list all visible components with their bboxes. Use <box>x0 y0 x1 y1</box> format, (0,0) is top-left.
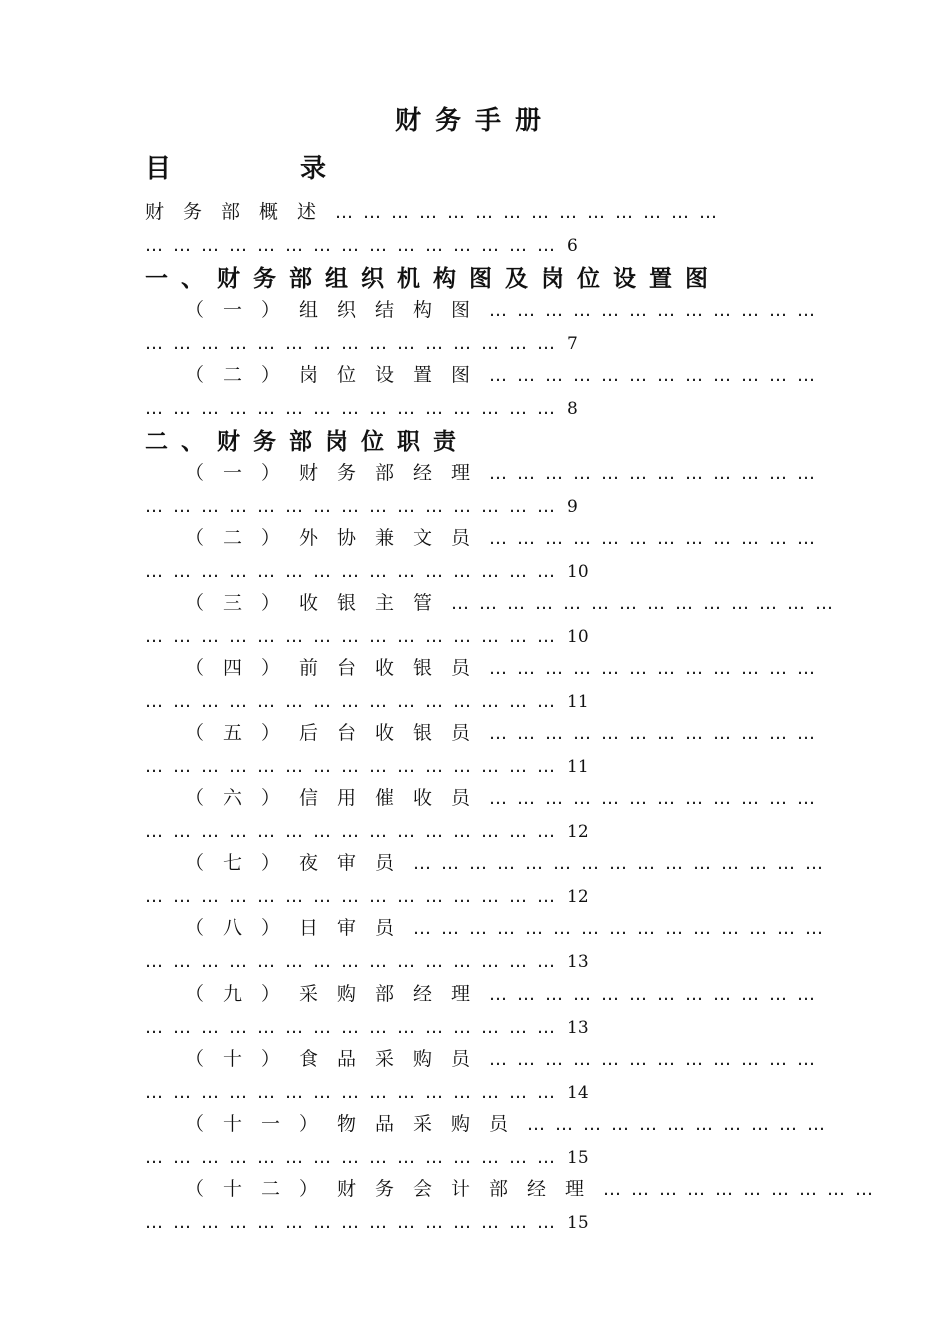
toc-leader: …………………………………… <box>451 593 844 614</box>
toc-page-number: 13 <box>567 1018 589 1038</box>
document-title: 财务手册 <box>394 106 555 136</box>
toc-leader: ……………………………… <box>489 300 826 321</box>
toc-page-number: 14 <box>567 1083 589 1103</box>
toc-entry-label: （八）日审员 <box>185 917 414 939</box>
toc-leader: ……………………………………… <box>145 235 565 256</box>
toc-entry-label: （七）夜审员 <box>185 852 414 874</box>
toc-page-number: 13 <box>567 952 589 972</box>
toc-entry-label: （九）采购部经理 <box>185 983 490 1005</box>
toc-entry-label: （十）食品采购员 <box>185 1048 490 1070</box>
toc-entry-label: （二）岗位设置图 <box>185 364 490 386</box>
toc-leader: ……………………………… <box>489 788 826 809</box>
toc-page-number: 6 <box>567 236 578 256</box>
toc-leader: ……………………………………… <box>413 918 834 939</box>
toc-entry-label: （六）信用催收员 <box>185 787 490 809</box>
toc-page-number: 12 <box>567 822 589 842</box>
toc-entry-label: 财务部概述 <box>145 201 336 223</box>
toc-leader: ………………………… <box>603 1179 884 1200</box>
toc-entry-label: （十二）财务会计部经理 <box>185 1178 604 1200</box>
toc-leader: ……………………………… <box>489 723 826 744</box>
toc-leader: ……………………………………… <box>145 561 565 582</box>
toc-entry-label: （四）前台收银员 <box>185 657 490 679</box>
toc-leader: ……………………………………… <box>145 1082 565 1103</box>
toc-leader: ……………………………………… <box>145 951 565 972</box>
toc-leader: ……………………………………… <box>145 1017 565 1038</box>
toc-leader: ……………………………………… <box>145 496 565 517</box>
toc-heading: 目 录 <box>145 154 387 184</box>
toc-leader: ……………………………………… <box>145 333 565 354</box>
toc-entry-label: （二）外协兼文员 <box>185 527 490 549</box>
toc-leader: ……………………………………… <box>145 886 565 907</box>
toc-page-number: 9 <box>567 497 578 517</box>
toc-leader: …………………………………… <box>335 202 728 223</box>
toc-entry-label: （一）财务部经理 <box>185 462 490 484</box>
toc-leader: ……………………………………… <box>145 398 565 419</box>
toc-leader: ……………………………… <box>489 1049 826 1070</box>
toc-leader: ……………………………………… <box>145 691 565 712</box>
toc-section-title-1[interactable]: 一、财务部组织机构图及岗位设置图 <box>145 265 721 292</box>
toc-leader: ……………………………………… <box>145 821 565 842</box>
toc-leader: ……………………………………… <box>145 626 565 647</box>
toc-leader: ……………………………… <box>489 463 826 484</box>
toc-page-number: 8 <box>567 399 578 419</box>
toc-leader: ……………………………………… <box>145 756 565 777</box>
toc-entry-label: （一）组织结构图 <box>185 299 490 321</box>
toc-leader: ……………………………… <box>489 528 826 549</box>
toc-page-number: 10 <box>567 562 589 582</box>
toc-page-number: 12 <box>567 887 589 907</box>
toc-section-title-2[interactable]: 二、财务部岗位职责 <box>145 428 469 455</box>
toc-leader: ……………………………………… <box>413 853 834 874</box>
toc-page-number: 15 <box>567 1213 589 1233</box>
toc-leader: …………………………… <box>527 1114 836 1135</box>
toc-entry-label: （五）后台收银员 <box>185 722 490 744</box>
toc-entry-label: （十一）物品采购员 <box>185 1113 528 1135</box>
toc-leader: ……………………………… <box>489 984 826 1005</box>
toc-leader: ……………………………………… <box>145 1147 565 1168</box>
toc-page-number: 11 <box>567 692 589 712</box>
toc-entry-label: （三）收银主管 <box>185 592 452 614</box>
toc-leader: ……………………………… <box>489 365 826 386</box>
toc-page-number: 15 <box>567 1148 589 1168</box>
toc-page-number: 7 <box>567 334 578 354</box>
toc-leader: ……………………………………… <box>145 1212 565 1233</box>
toc-page-number: 10 <box>567 627 589 647</box>
toc-leader: ……………………………… <box>489 658 826 679</box>
toc-page-number: 11 <box>567 757 589 777</box>
